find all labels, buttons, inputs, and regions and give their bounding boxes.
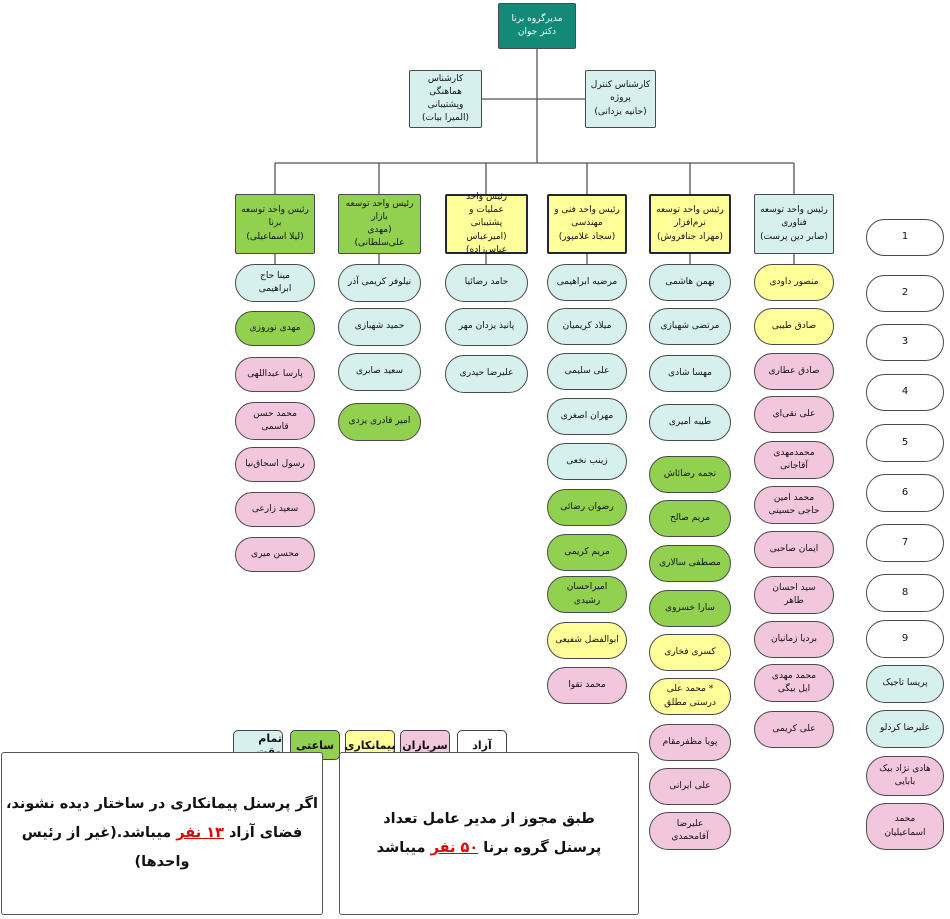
head-software-development: رئیس واحد توسعه نرم‌افزار (مهراد جنافروش) [649,194,731,254]
member-box: محمد مهدی ایل بیگی [754,664,834,702]
member-box: حمید شهبازی [338,308,421,346]
member-box: زینب نخعی [547,443,627,480]
member-box: منصور داودی [754,264,834,301]
note-highlight: ۵۰ نفر [430,839,479,856]
vacancy-slot: 2 [866,275,944,312]
member-box: میلاد کریمیان [547,308,627,345]
member-box: * محمد علی درستی مطلق [649,678,731,715]
member-box: مصطفی سالاری [649,545,731,582]
member-box: کسری فخاری [649,634,731,671]
vacancy-slot: 1 [866,219,944,256]
member-box: صادق عطاری [754,353,834,390]
member-box: رسول اسحاق‌نیا [235,447,315,482]
member-box: امیر قادری یزدی [338,403,421,441]
head-technical-engineering: رئیس واحد فنی و مهندسی (سجاد غلامپور) [547,194,627,254]
vacancy-slot: 7 [866,524,944,562]
member-box: محمد امین حاجی حسینی [754,486,834,524]
note-line: اگر پرسنل پیمانکاری در ساختار دیده نشوند، [6,796,318,812]
legend-contract: پیمانکاری [345,730,395,760]
note-highlight: ۱۳ نفر [176,825,224,841]
member-box: مینا حاج ابراهیمی [235,264,315,302]
legend-hourly: ساعتی [290,730,340,760]
note-line: پرسنل گروه برنا [478,839,602,856]
member-box: مریم کریمی [547,534,627,571]
member-box: مهران اصغری [547,398,627,435]
top-manager-box: مدیرگروه برنا دکتر جوان [498,3,576,49]
note-line: فضای آزاد [223,825,303,841]
head-technology-development: رئیس واحد توسعه فناوری (صابر دین پرست) [754,194,834,254]
member-box: بردیا زمانیان [754,621,834,658]
vacancy-slot: 8 [866,574,944,612]
legend-free: آزاد [457,730,507,760]
legend-full-time: تمام [233,730,283,760]
member-box: نیلوفر کریمی آذر [338,264,421,302]
member-box: علی نقی‌ای [754,396,834,433]
member-box: علی کریمی [754,711,834,748]
note-line: میباشد [376,839,431,856]
member-box: طیبه امیری [649,404,731,441]
member-box: سعید صابری [338,353,421,391]
member-box: امیراحسان رشیدی [547,576,627,613]
member-box: علی سلیمی [547,353,627,390]
member-box: بهمن هاشمی [649,264,731,301]
vacancy-slot: هادی نژاد بیک بابایی [866,756,944,796]
member-box: ابوالفضل شفیعی [547,622,627,659]
note-contract-free-space [1,752,323,915]
vacancy-slot: 6 [866,474,944,512]
member-box: مرضیه ابراهیمی [547,264,627,301]
member-box: علیرضا آقامحمدی [649,812,731,850]
vacancy-slot: علیرضا کردلو [866,710,944,748]
member-box: محمد تقوا [547,667,627,704]
note-line: طبق مجوز از مدیر عامل تعداد [383,810,595,827]
member-box: رضوان رضائی [547,489,627,526]
vacancy-slot: 3 [866,324,944,361]
vacancy-slot: 9 [866,620,944,658]
vacancy-slot: پریسا تاجیک [866,665,944,703]
member-box: سید احسان طاهر [754,576,834,614]
vacancy-slot: محمد اسماعیلیان [866,803,944,850]
member-box: مهسا شادی [649,355,731,392]
member-box: پویا مظفرمقام [649,724,731,761]
member-box: مرتضی شهبازی [649,308,731,345]
member-box: علیرضا حیدری [445,355,528,393]
member-box: محمد حسن قاسمی [235,402,315,440]
member-box: پانیذ یزدان مهر [445,308,528,346]
member-box: نجمه رضائاش [649,456,731,493]
vacancy-slot: 5 [866,424,944,462]
member-box: سارا خسروی [649,590,731,627]
member-box: سعید زارعی [235,492,315,527]
head-borna-development: رئیس واحد توسعه برنا (لیلا اسماعیلی) [235,194,315,254]
member-box: صادق طیبی [754,308,834,345]
member-box: محمدمهدی آقاجانی [754,441,834,479]
member-box: پارسا عبداللهی [235,357,315,392]
project-control-expert-box: کارشناس کنترل پروژه (حانیه یزدانی) [585,70,656,128]
note-line: میباشد.(غیر از رئیس واحدها) [21,825,190,870]
member-box: محسن میری [235,537,315,572]
head-operations-support: رئیس واحد عملیات و پشتیبانی (امیرعباس عباس‌زاده) [445,194,528,254]
member-box: مهدی نوروزی [235,311,315,346]
note-personnel-quota [339,752,639,915]
member-box: حامد رضائیا [445,264,528,302]
vacancy-slot: 4 [866,374,944,411]
member-box: علی ایرانی [649,768,731,805]
coordination-expert-box: کارشناس هماهنگی وپشتیبانی (المیرا بیات) [409,70,482,128]
legend-soldier: سربازان [400,730,450,760]
member-box: ایمان صاحبی [754,531,834,568]
member-box: مریم صالح [649,500,731,537]
head-market-development: رئیس واحد توسعه بازار (مهدی علی‌سلطانی) [338,194,421,254]
